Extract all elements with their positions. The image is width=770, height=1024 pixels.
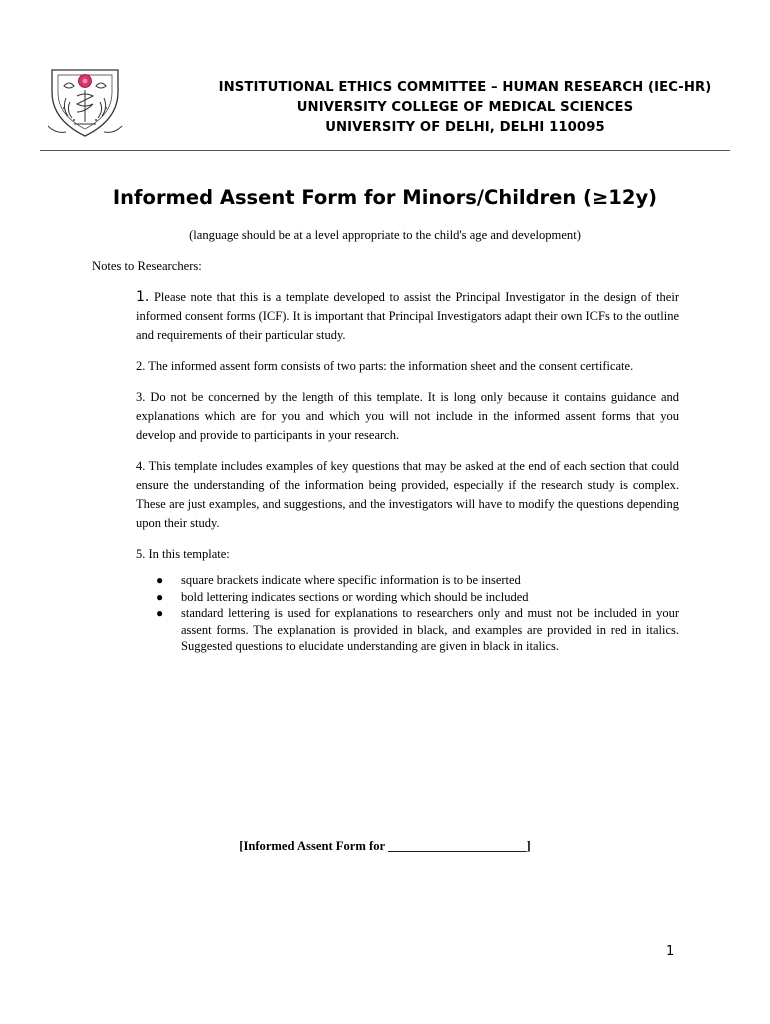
- note-number: 3.: [136, 390, 146, 404]
- note-text: The informed assent form consists of two parts: the information sheet and the consent certificate.: [148, 359, 634, 373]
- note-text: This template includes examples of key questions that may be asked at the end of each section that could ensure the understanding of the information being provided, especially if the research study is complex. These are just examples, and suggestions, and the investigators will have to modify the questions depending upon their study.: [136, 459, 679, 530]
- header-divider: [40, 150, 730, 151]
- page-number: 1: [666, 944, 675, 959]
- note-number: 5.: [136, 547, 146, 561]
- note-text: In this template:: [148, 547, 230, 561]
- note-number: 4.: [136, 459, 146, 473]
- note-text: Please note that this is a template developed to assist the Principal Investigator in the design of their informed consent forms (ICF). It is important that Principal Investigators adapt their own ICFs to the outline and requirements of their particular study.: [136, 290, 679, 342]
- header-committee: INSTITUTIONAL ETHICS COMMITTEE – HUMAN RESEARCH (IEC-HR): [218, 80, 712, 95]
- template-conventions-list: [136, 572, 679, 655]
- note-5: [136, 545, 679, 564]
- list-item: [136, 572, 679, 589]
- bullet-icon: ●: [156, 606, 164, 620]
- list-item-text: standard lettering is used for explanations to researchers only and must not be included in your assent forms. The explanation is provided in black, and examples are provided in red in italics. Suggested questions to elucidate understanding are given in black in italics.: [181, 606, 679, 653]
- institution-header: [130, 78, 770, 138]
- list-item-text: square brackets indicate where specific information is to be inserted: [181, 573, 521, 587]
- bullet-icon: ●: [156, 573, 164, 587]
- list-item: [136, 589, 679, 606]
- note-2: [136, 357, 679, 376]
- note-3: [136, 388, 679, 445]
- document-title: Informed Assent Form for Minors/Children (≥12y): [112, 186, 658, 209]
- bullet-icon: ●: [156, 589, 164, 604]
- note-4: [136, 457, 679, 533]
- list-item-text: bold lettering indicates sections or wording which should be included: [181, 589, 529, 604]
- university-seal-icon: [44, 62, 126, 142]
- form-heading: [Informed Assent Form for ______________________]: [239, 839, 531, 853]
- notes-heading: Notes to Researchers:: [92, 259, 202, 273]
- note-1: [136, 288, 679, 345]
- notes-list: [136, 288, 679, 655]
- note-number: 2.: [136, 359, 146, 373]
- note-number: 1.: [136, 289, 150, 305]
- header-college: UNIVERSITY COLLEGE OF MEDICAL SCIENCES: [296, 100, 634, 115]
- list-item: [136, 605, 679, 655]
- note-text: Do not be concerned by the length of this template. It is long only because it contains guidance and explanations which are for you and which you will not include in the informed assent forms that you develop and provide to participants in your research.: [136, 390, 680, 442]
- document-subtitle: (language should be at a level appropriate to the child's age and development): [189, 228, 581, 242]
- header-university: UNIVERSITY OF DELHI, DELHI 110095: [325, 120, 605, 135]
